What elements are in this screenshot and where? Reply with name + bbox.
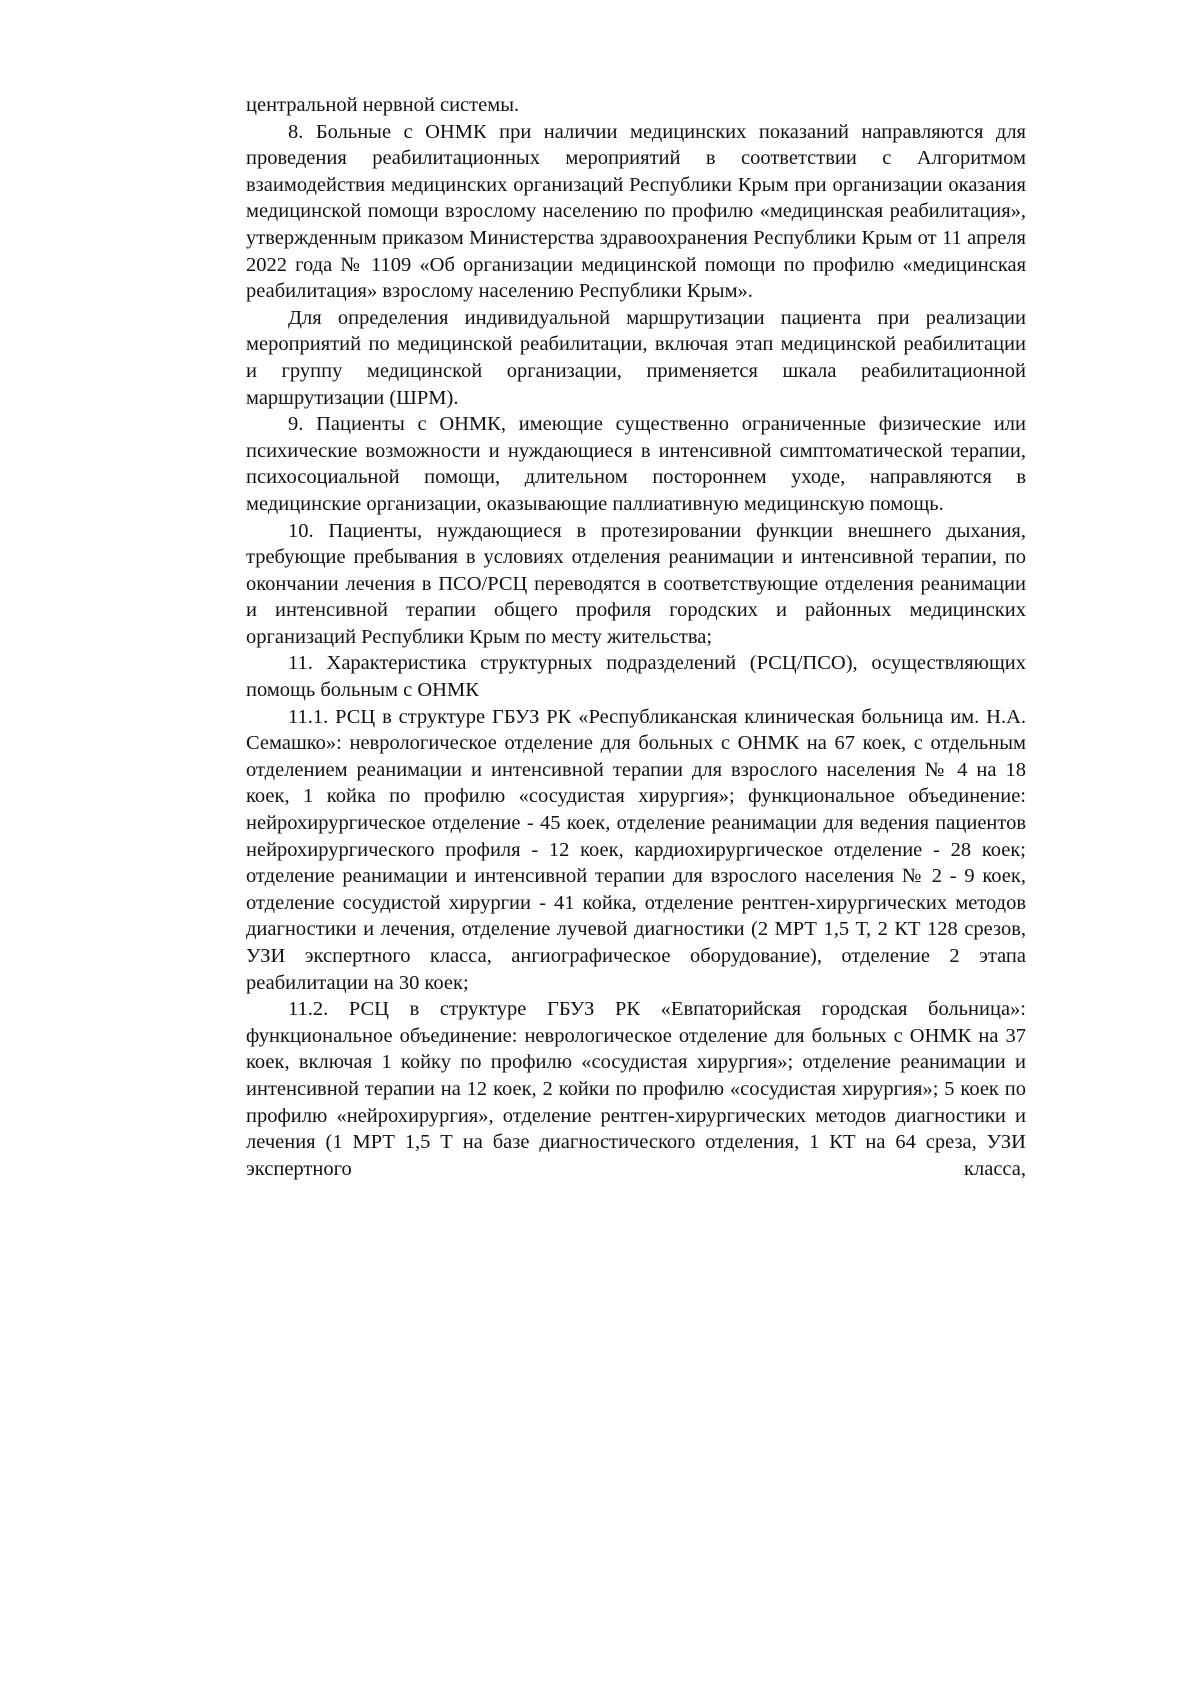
paragraph-item-11-2: 11.2. РСЦ в структуре ГБУЗ РК «Евпаторийская городская больница»: функциональное объединение: неврологическое отделение для больных с ОНМК на 37 коек, включая 1 койку по профилю «сосудистая хирургия»; отделение реанимации и интенсивной терапии на 12 коек, 2 койки по профилю «сосудистая хирургия»; 5 коек по профилю «нейрохирургия», отделение рентген-хирургических методов диагностики и лечения (1 МРТ 1,5 Т на базе диагностического отделения, 1 КТ на 64 среза, УЗИ экспертного класса, — [246, 998, 1026, 1180]
paragraph-item-9: 9. Пациенты с ОНМК, имеющие существенно ограниченные физические или психические возможности и нуждающиеся в интенсивной симптоматической терапии, психосоциальной помощи, длительном постороннем уходе, направляются в медицинские организации, оказывающие паллиативную медицинскую помощь. — [246, 413, 1026, 515]
paragraph-shrm: Для определения индивидуальной маршрутизации пациента при реализации мероприятий по медицинской реабилитации, включая этап медицинской реабилитации и группу медицинской организации, применяется шкала реабилитационной маршрутизации (ШРМ). — [246, 306, 1026, 409]
paragraph-item-10: 10. Пациенты, нуждающиеся в протезировании функции внешнего дыхания, требующие пребывания в условиях отделения реанимации и интенсивной терапии, по окончании лечения в ПСО/РСЦ переводятся в соответствующие отделения реанимации и интенсивной терапии общего профиля городских и районных медицинских организаций Республики Крым по месту жительства; — [246, 519, 1026, 648]
document-page — [246, 92, 1026, 1182]
paragraph-continuation: центральной нервной системы. — [246, 94, 520, 116]
paragraph-item-8: 8. Больные с ОНМК при наличии медицинских показаний направляются для проведения реабилитационных мероприятий в соответствии с Алгоритмом взаимодействия медицинских организаций Республики Крым при организации оказания медицинской помощи взрослому населению по профилю «медицинская реабилитация», утвержденным приказом Министерства здравоохранения Республики Крым от 11 апреля 2022 года № 1109 «Об организации медицинской помощи по профилю «медицинская реабилитация» взрослому населению Республики Крым». — [246, 120, 1026, 303]
paragraph-item-11: 11. Характеристика структурных подразделений (РСЦ/ПСО), осуществляющих помощь больным с ОНМК — [246, 652, 1026, 702]
paragraph-item-11-1: 11.1. РСЦ в структуре ГБУЗ РК «Республиканская клиническая больница им. Н.А. Семашко»: неврологическое отделение для больных с ОНМК на 67 коек, с отдельным отделением реанимации и интенсивной терапии для взрослого населения № 4 на 18 коек, 1 койка по профилю «сосудистая хирургия»; функциональное объединение: нейрохирургическое отделение - 45 коек, отделение реанимации для ведения пациентов нейрохирургического профиля - 12 коек, кардиохирургическое отделение - 28 коек; отделение реанимации и интенсивной терапии для взрослого населения № 2 - 9 коек, отделение сосудистой хирургии - 41 койка, отделение рентген-хирургических методов диагностики и лечения, отделение лучевой диагностики (2 МРТ 1,5 Т, 2 КТ 128 срезов, УЗИ экспертного класса, ангиографическое оборудование), отделение 2 этапа реабилитации на 30 коек; — [246, 705, 1026, 994]
